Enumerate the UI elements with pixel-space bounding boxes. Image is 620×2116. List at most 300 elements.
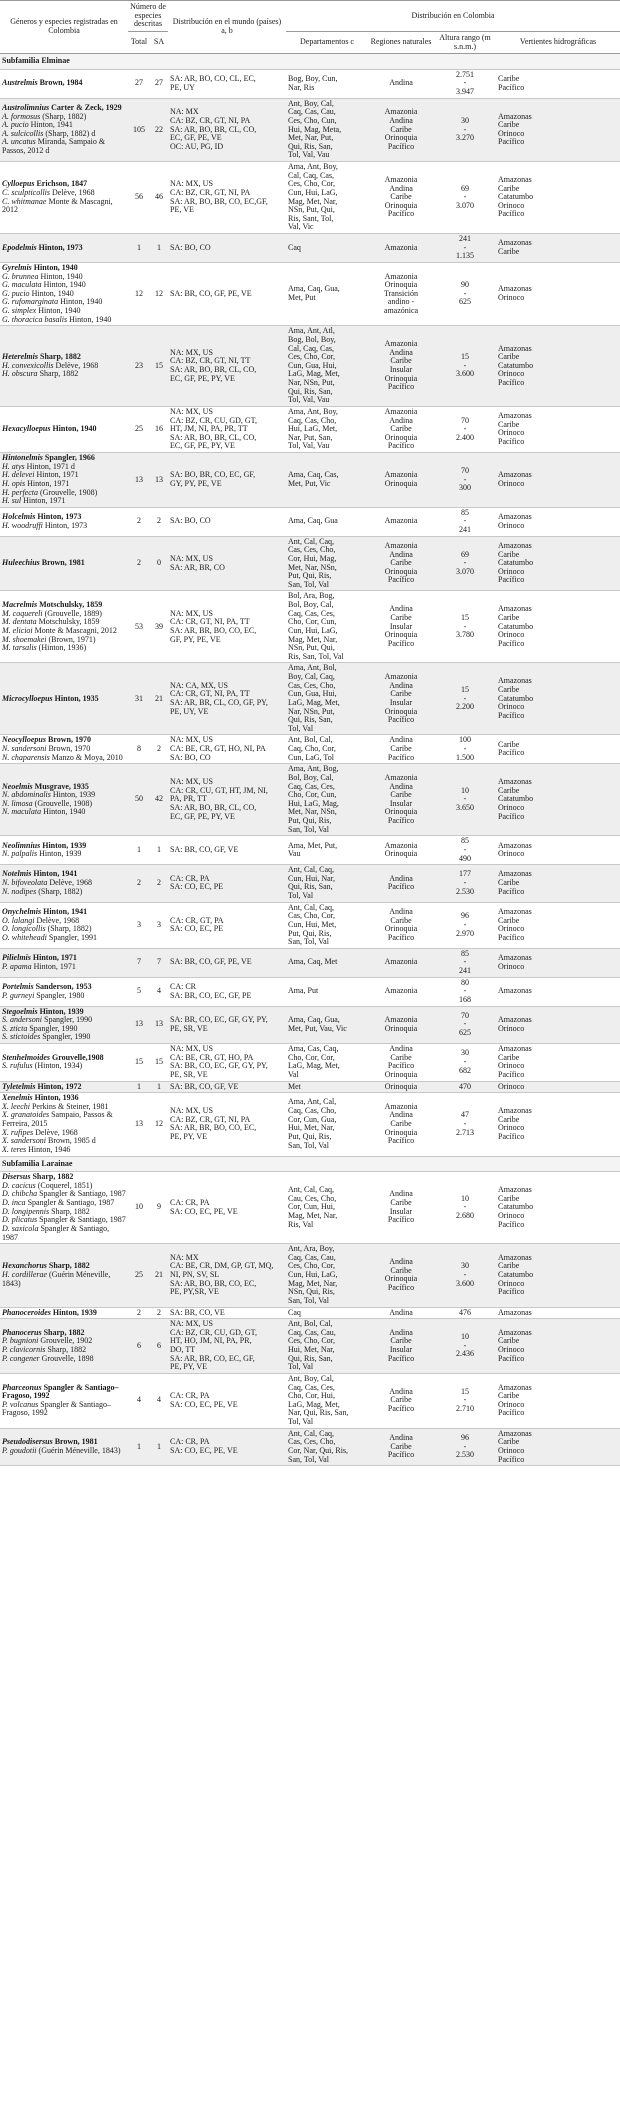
departments (286, 1044, 368, 1082)
world-line: SA: BR, CO, GF, VE (170, 844, 239, 854)
altitude-dash: - (463, 1441, 467, 1451)
altitude-dash: - (463, 1340, 467, 1350)
department-line: Bog, Bol, Boy, (288, 334, 336, 344)
genus-author: Motschulsky, 1859 (37, 600, 103, 609)
header-num-species: Número de especies descritas (128, 1, 168, 32)
altitude-dash: - (463, 957, 467, 967)
total-count: 3 (128, 902, 150, 948)
species-label: N. chaparensis (2, 752, 50, 762)
department-line: Cun, Hui, LaG, (288, 187, 338, 197)
genus-label: Phanoceroides (2, 1307, 51, 1317)
total-count: 5 (128, 977, 150, 1006)
basin-line: Caribe (498, 915, 520, 925)
world-distribution (168, 162, 286, 234)
department-line: Ama, Caq, Gua, (288, 1015, 340, 1025)
sa-count: 21 (150, 1244, 168, 1307)
hydro-basins (496, 1319, 620, 1374)
region-line: Amazonia (384, 1101, 418, 1111)
world-line: GY, PY, PE, VE (170, 478, 222, 488)
genus-author: Sharp, 1882 (38, 352, 81, 362)
species-label: X. granatoides (2, 1110, 50, 1120)
basin-line: Amazonas (498, 1044, 532, 1053)
sa-count: 1 (150, 1428, 168, 1466)
species-name (2, 1401, 126, 1418)
table-row (0, 902, 620, 948)
basin-line: Pacífico (498, 710, 525, 720)
total-count: 2 (128, 536, 150, 591)
total-count: 8 (128, 735, 150, 764)
genus-name (2, 695, 126, 704)
basin-line: Orinoco (498, 1023, 525, 1033)
species-label: G. simplex (2, 306, 37, 315)
region-line: Caribe (390, 1336, 412, 1346)
species-name (2, 934, 126, 943)
genus-author: Brown, 1984 (37, 78, 83, 88)
departments (286, 1319, 368, 1374)
natural-regions (368, 162, 434, 234)
genus-name (2, 79, 126, 88)
species-author: Sharp, 1882 (45, 1345, 87, 1354)
genus-author: Hinton, 1939 (40, 840, 87, 850)
species-name (2, 316, 126, 325)
sa-count: 1 (150, 234, 168, 263)
genus-label: Tyletelmis (2, 1081, 36, 1091)
species-label: N. limosa (2, 798, 33, 808)
region-line: Insular (389, 1345, 413, 1354)
region-line: Caribe (390, 1441, 412, 1451)
basin-line: Orinoco (498, 1345, 525, 1354)
basin-line: Orinoco (498, 630, 525, 640)
world-line: EC, GF, PE, PY, VE (170, 441, 235, 451)
basin-line: Caribe (498, 1114, 520, 1124)
taxon-cell (0, 1319, 128, 1374)
department-line: Ama, Ant, Boy, (288, 406, 338, 416)
species-label: N. sandersoni (2, 744, 47, 753)
table-row (0, 326, 620, 407)
taxon-cell (0, 536, 128, 591)
basin-line: Caribe (498, 1437, 520, 1447)
department-line: Met, Nar, Put, (288, 133, 334, 143)
region-line: Insular (389, 697, 413, 707)
altitude-max: 2.680 (456, 1210, 474, 1220)
basin-line: Pacífico (498, 1287, 525, 1297)
genus-author: Hinton, 1940 (50, 424, 97, 434)
basin-line: Amazonas (498, 777, 532, 787)
altitude-range (434, 507, 496, 536)
taxon-cell (0, 453, 128, 508)
basin-line: Pacífico (498, 209, 525, 219)
hydro-basins (496, 1081, 620, 1093)
world-distribution (168, 69, 286, 98)
department-line: Ant, Bol, Cal, (288, 1319, 333, 1329)
altitude-range (434, 902, 496, 948)
region-line: Orinoquia (384, 432, 418, 442)
region-line: Orinoquia (384, 373, 418, 383)
total-count: 2 (128, 1307, 150, 1319)
department-line: Tol, Val (288, 723, 314, 733)
basin-line: Amazonas (498, 604, 532, 614)
basin-line: Pacífico (498, 811, 525, 821)
world-line: SA: AR, BR, CL, CO, GF, PY, (170, 697, 268, 707)
species-label: S. stictoides (2, 1032, 41, 1042)
altitude-max: 241 (459, 525, 471, 534)
species-label: H. sul (2, 496, 22, 506)
species-name (2, 808, 126, 817)
table-row (0, 507, 620, 536)
sa-count: 13 (150, 453, 168, 508)
altitude-range (434, 1307, 496, 1319)
world-line: CA: CR, PA (170, 1437, 210, 1447)
total-count: 6 (128, 1319, 150, 1374)
world-line: SA: AR, BO, BR, CL, CO, (170, 432, 257, 442)
altitude-range (434, 948, 496, 977)
world-line: SA: AR, BR, BO, CO, EC, (170, 1123, 257, 1133)
species-author: (Sharp, 1882) (40, 111, 87, 121)
species-name (2, 888, 126, 897)
region-line: Andina (389, 78, 413, 88)
species-name (2, 1062, 126, 1071)
departments (286, 1244, 368, 1307)
department-line: Cun, Hui, Met, (288, 919, 337, 929)
departments (286, 764, 368, 836)
department-line: Cun, Hui, Nar, (288, 873, 336, 883)
genus-author: Spangler, 1966 (42, 453, 95, 462)
world-line: PE, VE (170, 205, 194, 215)
world-distribution (168, 1093, 286, 1156)
species-label: H. perfecta (2, 487, 38, 497)
genus-author: Hinton, 1940 (31, 262, 78, 272)
species-label: P. volcanus (2, 1399, 39, 1409)
altitude-min: 15 (461, 352, 469, 362)
region-line: Andina (389, 1432, 413, 1442)
departments (286, 591, 368, 663)
region-line: Pacífico (387, 1061, 415, 1071)
species-label: D. plicatus (2, 1215, 38, 1225)
world-distribution (168, 507, 286, 536)
department-line: Nar, Qui, Ris, San, (288, 1408, 349, 1418)
basin-line: Orinoco (498, 293, 525, 303)
species-name (2, 1447, 126, 1456)
genus-author: Grouvelle,1908 (50, 1052, 104, 1062)
region-line: Orinoquia (384, 630, 418, 640)
department-line: Ant, Bol, Cal, (288, 735, 333, 745)
sa-count: 9 (150, 1172, 168, 1244)
altitude-min: 177 (459, 869, 471, 879)
departments (286, 663, 368, 735)
region-line: Orinoquia (384, 1081, 418, 1091)
altitude-min: 96 (461, 911, 469, 921)
world-line: CA: BE, CR, GT, HO, PA (170, 1052, 254, 1062)
species-author: Hinton, 1940 (58, 297, 103, 307)
basin-line: Amazonas (498, 174, 532, 184)
department-line: Ces, Cho, Cor, (288, 1336, 336, 1346)
basin-line: Amazonas (498, 111, 532, 121)
species-author: Spangler & Santiago, 1987 (37, 1189, 126, 1199)
department-line: Cas, Ces, Cho, (288, 1437, 336, 1447)
natural-regions (368, 735, 434, 764)
world-distribution (168, 902, 286, 948)
species-author: Spangler & Santiago, 1987 (2, 1223, 110, 1242)
world-distribution (168, 1006, 286, 1044)
taxon-cell (0, 1373, 128, 1428)
region-line: Pacífico (387, 1136, 415, 1146)
altitude-range (434, 1428, 496, 1466)
altitude-min: 470 (459, 1081, 471, 1091)
species-author: Miranda, Sampaio & Passos, 2012 d (2, 137, 106, 156)
region-line: andino - (387, 297, 415, 307)
taxon-cell (0, 1006, 128, 1044)
department-line: Met, Nar, NSn, (288, 807, 337, 817)
taxon-cell (0, 1244, 128, 1307)
departments (286, 902, 368, 948)
altitude-max: 3.650 (456, 803, 474, 813)
department-line: Qui, Ris, San, (288, 386, 333, 396)
species-author: Hinton, 1940 (67, 314, 112, 324)
region-line: Insular (389, 365, 413, 375)
basin-line: Orinoco (498, 1445, 525, 1455)
species-label: D. chibcha (2, 1189, 38, 1199)
basin-line: Orinoco (498, 702, 525, 712)
world-line: SA: AR, BR, CO, EC, GF, (170, 1353, 255, 1363)
genus-label: Hexanchorus (2, 1261, 47, 1271)
species-author: Hinton, 1940 (41, 280, 86, 290)
world-line: SA: BO, CO (170, 242, 211, 252)
species-author: Grouvelle, 1902 (38, 1336, 93, 1346)
region-line: Andina (389, 549, 413, 559)
species-label: G. thoracica basalis (2, 314, 68, 324)
region-line: Caribe (390, 744, 412, 753)
larainae-section (0, 1156, 620, 1466)
species-label: P. clavicornis (2, 1345, 46, 1354)
altitude-dash: - (463, 192, 467, 202)
region-line: Pacífico (387, 382, 415, 392)
altitude-min: 69 (461, 183, 469, 193)
table-row (0, 1319, 620, 1374)
altitude-range (434, 69, 496, 98)
region-line: Amazonia (384, 1015, 418, 1025)
region-line: Andina (389, 347, 413, 357)
departments (286, 1307, 368, 1319)
species-label: P. goudotii (2, 1445, 37, 1455)
total-count: 27 (128, 69, 150, 98)
hydro-basins (496, 1172, 620, 1244)
sa-count: 42 (150, 764, 168, 836)
basin-line: Amazonas (498, 676, 532, 686)
world-distribution (168, 1081, 286, 1093)
region-line: Orinoquia (384, 1127, 418, 1137)
departments (286, 836, 368, 865)
department-line: Cor, Hui, Mag, (288, 553, 337, 563)
world-distribution (168, 977, 286, 1006)
basin-line: Amazonas (498, 1307, 532, 1317)
region-line: Pacífico (387, 752, 415, 762)
world-line: SA: AR, BR, CO (170, 562, 225, 572)
species-author: (Grouvelle, 1889) (42, 608, 102, 618)
species-name (2, 198, 126, 215)
sa-count: 2 (150, 735, 168, 764)
genus-label: Neolimnius (2, 840, 41, 850)
department-line: LaG, Mag, Met, (288, 1061, 340, 1071)
altitude-range (434, 1044, 496, 1082)
world-distribution (168, 1044, 286, 1082)
altitude-dash: - (463, 919, 467, 929)
region-line: Andina (389, 735, 413, 745)
taxon-cell (0, 1307, 128, 1319)
species-author: Manzo & Moya, 2010 (49, 752, 123, 762)
header-genera: Géneros y especies registradas en Colombia (0, 1, 128, 54)
total-count: 2 (128, 507, 150, 536)
region-line: Caribe (390, 790, 412, 800)
basin-line: Orinoco (498, 1081, 525, 1091)
basin-line: Caribe (498, 684, 520, 694)
total-count: 25 (128, 1244, 150, 1307)
species-name (2, 1111, 126, 1128)
species-author: Brown, 1985 d (46, 1136, 96, 1146)
region-line: Orinoquia (384, 200, 418, 210)
species-label: P. gurneyi (2, 990, 35, 1000)
basin-line: Catatumbo (498, 621, 534, 631)
sa-count: 1 (150, 1081, 168, 1093)
genus-label: Austrelmis (2, 78, 38, 88)
hydro-basins (496, 591, 620, 663)
species-author: Grouvelle, 1898 (39, 1353, 94, 1363)
world-line: NA: MX, US (170, 347, 213, 357)
natural-regions (368, 1006, 434, 1044)
department-line: Ces, Cho, Cor, (288, 179, 336, 189)
basin-line: Caribe (498, 1336, 520, 1346)
altitude-range (434, 1093, 496, 1156)
department-line: Put, Qui, Ris, (288, 571, 332, 581)
natural-regions (368, 1081, 434, 1093)
world-line: PE, UY, VE (170, 706, 209, 716)
species-author: Spangler, 1991 (46, 932, 98, 942)
altitude-dash: - (463, 288, 467, 298)
taxon-cell (0, 977, 128, 1006)
region-line: Amazonia (384, 470, 418, 480)
world-distribution (168, 836, 286, 865)
species-author: Spangler & Santiago, 1987 (37, 1215, 126, 1225)
species-label: S. rufulus (2, 1061, 33, 1071)
altitude-range (434, 536, 496, 591)
department-line: Ama, Caq, Gua (288, 516, 338, 526)
department-line: Cor, Nar, Qui, Ris, (288, 1445, 349, 1455)
hydro-basins (496, 977, 620, 1006)
basin-line: Caribe (498, 785, 520, 795)
basin-line: Catatumbo (498, 558, 534, 568)
basin-line: Amazonas (498, 1185, 532, 1195)
altitude-min: 15 (461, 1386, 469, 1396)
world-line: CA: BZ, CR, CU, GD, GT, (170, 1327, 257, 1337)
altitude-range (434, 162, 496, 234)
world-line: SA: AR, BO, BR, CL, CO, (170, 124, 257, 134)
table-row (0, 764, 620, 836)
species-label: N. nodipes (2, 886, 37, 896)
basin-line: Amazonas (498, 1428, 532, 1438)
table-row (0, 977, 620, 1006)
world-line: SA: CO, EC, PE (170, 882, 224, 892)
sa-count: 39 (150, 591, 168, 663)
altitude-range (434, 406, 496, 452)
sa-count: 15 (150, 1044, 168, 1082)
natural-regions (368, 507, 434, 536)
genus-author: Sharp, 1882 (46, 1261, 90, 1271)
species-label: O. whiteheadi (2, 932, 47, 942)
world-line: CA: CR, PA (170, 1391, 210, 1401)
region-line: Orinoquia (384, 807, 418, 817)
altitude-min: 30 (461, 115, 469, 125)
basin-line: Amazonas (498, 470, 532, 480)
altitude-max: 2.710 (456, 1404, 474, 1414)
genus-label: Pharceonus (2, 1382, 42, 1392)
genus-author: Brown, 1981 (52, 1437, 98, 1447)
world-line: NA: MX, US (170, 553, 213, 563)
departments (286, 69, 368, 98)
department-line: Tol, Val, Vau (288, 441, 330, 451)
species-author: Hinton, 1941 (28, 120, 73, 130)
taxon-cell (0, 1081, 128, 1093)
altitude-min: 10 (461, 785, 469, 795)
species-label: H. atys (2, 461, 25, 471)
world-line: NA: MX, US (170, 1319, 213, 1329)
world-line: CA: BE, CR, GT, HO, NI, PA (170, 744, 266, 753)
region-line: Andina (389, 1327, 413, 1337)
basin-line: Amazonas (498, 953, 532, 963)
header-colombia-distribution: Distribución en Colombia (286, 1, 620, 32)
region-line: Andina (389, 781, 413, 791)
region-line: Orinoquia (384, 924, 418, 934)
basin-line: Amazonas (498, 411, 532, 421)
basin-line: Catatumbo (498, 693, 534, 703)
world-line: PA, PR, TT (170, 794, 207, 804)
basin-line: Orinoco (498, 520, 525, 530)
basin-line: Caribe (498, 120, 520, 130)
altitude-min: 10 (461, 1193, 469, 1203)
basin-line: Orinoco (498, 369, 525, 379)
species-author: (Hinton, 1936) (36, 643, 87, 653)
region-line: Caribe (390, 192, 412, 202)
department-line: Mag, Met, Nar, (288, 1278, 338, 1288)
altitude-dash: - (463, 1119, 467, 1128)
department-line: NSn, Put, Qui, (288, 643, 335, 653)
table-row (0, 234, 620, 263)
basin-line: Orinoco (498, 1399, 525, 1409)
table-row (0, 69, 620, 98)
basin-line: Orinoco (498, 1061, 525, 1071)
species-label: C. sculpticollis (2, 187, 50, 197)
hydro-basins (496, 536, 620, 591)
table-row (0, 735, 620, 764)
species-author: Hinton, 1971 (21, 496, 66, 506)
genus-label: Holcelmis (2, 512, 36, 522)
table-row (0, 1006, 620, 1044)
genus-label: Hintonelmis (2, 453, 43, 462)
table-row (0, 865, 620, 903)
species-name (2, 522, 126, 531)
basin-line: Amazonas (498, 840, 532, 850)
natural-regions (368, 1319, 434, 1374)
altitude-min: 100 (459, 735, 471, 745)
department-line: NSn, Put, Qui, (288, 205, 335, 215)
genus-name (2, 244, 126, 253)
basin-line: Pacífico (498, 638, 525, 648)
genus-author: Sharp, 1882 (30, 1172, 74, 1182)
region-line: Amazonia (384, 406, 418, 416)
species-label: H. obscura (2, 369, 38, 379)
region-line: Amazonia (384, 540, 418, 550)
altitude-min: 85 (461, 836, 469, 846)
genus-label: Pilielmis (2, 953, 31, 963)
species-name (2, 1033, 126, 1042)
